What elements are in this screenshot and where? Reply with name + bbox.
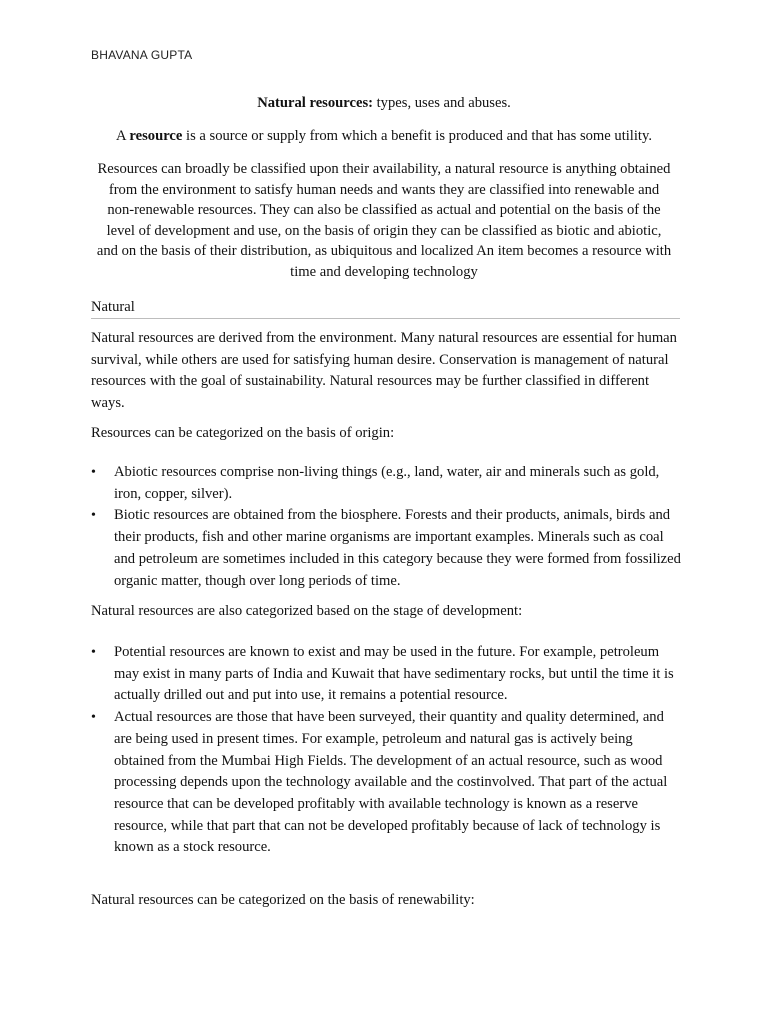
bullet-icon: • — [91, 710, 96, 726]
bullet-icon: • — [91, 465, 96, 480]
section-divider — [91, 318, 680, 319]
definition-prefix: A — [116, 128, 130, 144]
list-item — [91, 505, 681, 592]
list-item-text: Potential resources are known to exist and may be used in the future. For example, petroleum may exist in many parts of India and Kuwait that have sedimentary rocks, but until the time it is actually drilled out and put into use, it remains a potential resource. — [114, 644, 674, 704]
definition-rest: is a source or supply from which a benefit is produced and that has some utility. — [182, 128, 652, 144]
resource-definition — [0, 126, 768, 146]
bullet-icon: • — [91, 645, 96, 660]
document-title — [0, 93, 768, 113]
list-item-text: Actual resources are those that have been surveyed, their quantity and quality determined, and are being used in present times. For example, petroleum and natural gas is actively being obtained from the Mumbai High Fields. The development of an actual resource, such as wood processing depends upon the technology available and the costinvolved. That part of the actual resource that can be developed profitably with available technology is known as a reserve resource, while that part that can not be developed profitably because of lack of technology is known as a stock resource. — [114, 709, 668, 856]
author-header: BHAVANA GUPTA — [91, 48, 193, 62]
development-list — [91, 642, 681, 859]
natural-intro-paragraph: Natural resources are derived from the environment. Many natural resources are essential for human survival, while others are used for satisfying human desire. Conservation is management of natural resources with the goal of sustainability. Natural resources may be further classified in different ways. — [91, 330, 677, 412]
renewability-intro: Natural resources can be categorized on the basis of renewability: — [91, 892, 475, 908]
definition-bold: resource — [129, 128, 183, 144]
classification-paragraph: Resources can broadly be classified upon their availability, a natural resource is anything obtained from the environment to satisfy human needs and wants they are classified into renewable and non-renewable resources. They can also be classified as actual and potential on the basis of the level of development and use, on the basis of origin they can be classified as biotic and abiotic, and on the basis of their distribution, as ubiquitous and localized An item becomes a resource with time and developing technology — [96, 161, 672, 280]
section-heading: Natural — [91, 299, 135, 315]
list-item-text: Biotic resources are obtained from the biosphere. Forests and their products, animals, birds and their products, fish and other marine organisms are important examples. Minerals such as coal and petroleum are sometimes included in this category because they were formed from fossilized organic matter, though over long periods of time. — [114, 507, 681, 589]
origin-intro: Resources can be categorized on the basis of origin: — [91, 425, 395, 441]
list-item — [91, 462, 681, 505]
title-bold: Natural resources: — [257, 95, 373, 111]
development-intro: Natural resources are also categorized based on the stage of development: — [91, 603, 523, 619]
bullet-icon: • — [91, 508, 96, 524]
list-item — [91, 707, 681, 859]
origin-list — [91, 462, 681, 592]
title-rest: types, uses and abuses. — [372, 95, 511, 111]
list-item — [91, 642, 681, 707]
list-item-text: Abiotic resources comprise non-living things (e.g., land, water, air and minerals such as gold, iron, copper, silver). — [114, 464, 660, 502]
